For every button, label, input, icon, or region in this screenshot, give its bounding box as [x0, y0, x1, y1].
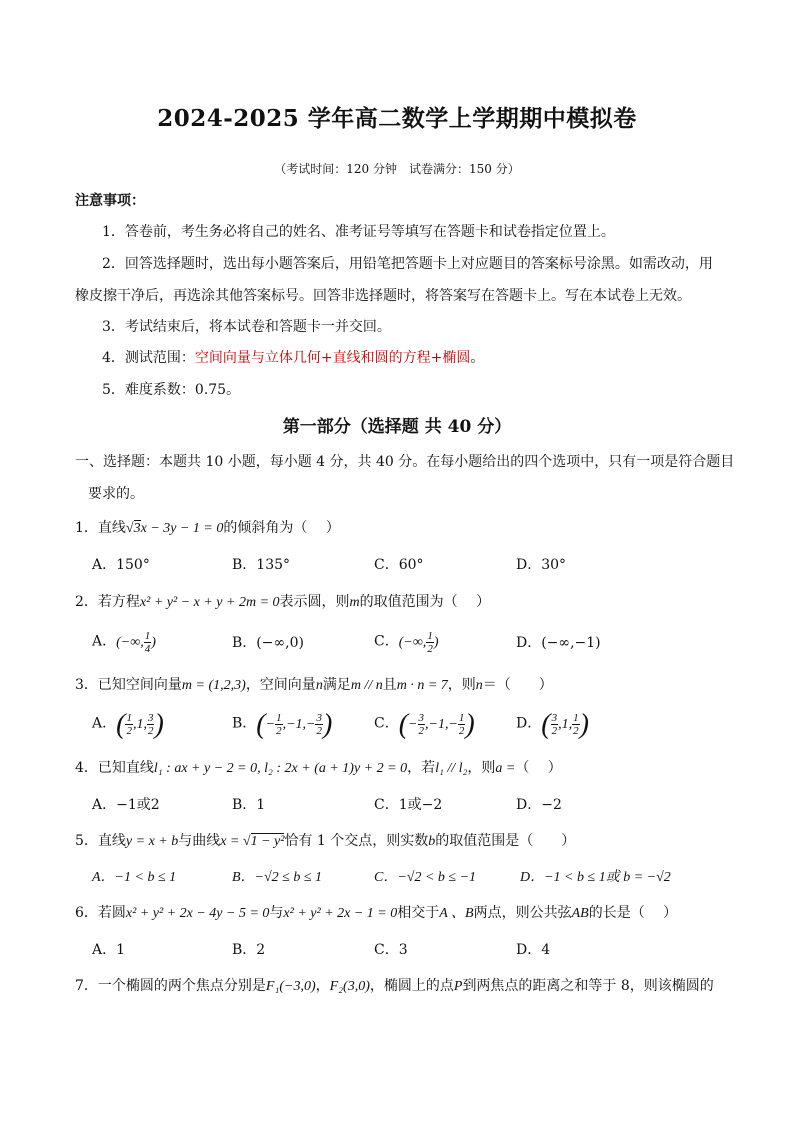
q6-points: A 、B: [439, 906, 474, 921]
scope-suffix: 。: [470, 350, 485, 366]
q4-mid: ，若: [407, 760, 436, 776]
q5-line: y = x + b: [125, 834, 179, 849]
q2-equation: x² + y² − x + y + 2m = 0: [139, 595, 280, 610]
q4-parallel: l₁ // l₂: [435, 761, 468, 776]
q2-suffix2: 的取值范围为（ ）: [359, 594, 491, 610]
q2-option-b: B．(−∞,0): [232, 635, 304, 651]
q3-option-b-value: (− $\frac{1}{2}$ ,−1,− $\frac{3}{2}$ ): [256, 708, 333, 740]
q3-option-d: [516, 708, 589, 740]
question-5: [75, 831, 575, 852]
q5-curve-root: √1 − y²: [239, 834, 285, 849]
q3-text5: ，则: [447, 677, 476, 693]
q2-option-c-label: C．: [374, 633, 399, 650]
q1-option-a: A．150°: [92, 557, 150, 573]
notice-item-2: 2．回答选择题时，选出每小题答案后，用铅笔把答题卡上对应题目的答案标号涂黑。如需改动，用: [102, 256, 713, 272]
q4-var: a =: [495, 761, 516, 776]
instructions-line-2: 要求的。: [88, 486, 144, 502]
q4-option-b: B．1: [232, 797, 266, 813]
q7-focus-2: F₂(3,0): [329, 979, 370, 994]
q7-suffix: ，椭圆上的点: [369, 978, 454, 994]
exam-subtitle: （考试时间：120 分钟 试卷满分：150 分）: [274, 162, 520, 176]
q5-option-a: A．−1 < b ≤ 1: [92, 870, 177, 885]
q1-option-c: C．60°: [374, 557, 424, 573]
q1-sqrt: √3: [125, 521, 141, 536]
section-title: 第一部分（选择题 共 40 分）: [282, 417, 512, 437]
q3-vector-n: n: [315, 678, 323, 693]
notice-item-2-cont: 橡皮擦干净后，再选涂其他答案标号。回答非选择题时，将答案写在答题卡上。写在本试卷上无效。: [75, 288, 691, 304]
q3-dot-product: m · n = 7: [396, 678, 448, 693]
question-1: [75, 518, 340, 539]
q2-var: m: [349, 595, 360, 610]
q1-option-d: D．30°: [516, 557, 567, 573]
q6-suffix: 相交于: [397, 905, 440, 921]
q5-option-d: D．−1 < b ≤ 1或 b = −√2: [520, 870, 671, 885]
q3-vector-n-2: n: [475, 678, 483, 693]
q5-option-c: C．−√2 < b ≤ −1: [374, 870, 477, 885]
q2-option-a: [92, 630, 156, 655]
q2-option-c-value: (−∞, $\frac{1}{2}$ ): [398, 630, 439, 655]
q6-option-d: D．4: [516, 942, 551, 958]
q3-option-a-label: A．: [92, 715, 117, 732]
q7-end: 到两焦点的距离之和等于 8，则该椭圆的: [462, 978, 714, 994]
q3-option-c-label: C．: [374, 715, 399, 732]
q3-option-d-value: ( $\frac{3}{2}$ ,1, $\frac{1}{2}$ ): [541, 708, 589, 740]
q7-prefix: 7．一个椭圆的两个焦点分别是: [75, 978, 266, 994]
q3-text3: 满足: [322, 677, 351, 693]
q3-option-d-label: D．: [516, 715, 542, 732]
q6-prefix: 6．若圆: [75, 905, 126, 921]
page-title: 2024-2025 学年高二数学上学期期中模拟卷: [157, 105, 637, 132]
q3-option-c: [374, 708, 475, 740]
q2-suffix: 表示圆，则: [279, 594, 350, 610]
question-6: [75, 903, 677, 924]
q1-suffix: 的倾斜角为（ ）: [223, 520, 340, 536]
q3-text6: ＝（ ）: [482, 677, 553, 693]
q1-equation: x − 3y − 1 = 0: [140, 521, 224, 536]
notice-item-1: 1．答卷前，考生务必将自己的姓名、准考证号等填写在答题卡和试卷指定位置上。: [102, 224, 615, 240]
q7-focus-1: F₁(−3,0): [265, 979, 316, 994]
q4-option-a: A．−1或2: [92, 797, 160, 813]
q6-option-b: B．2: [232, 942, 266, 958]
question-4: [75, 758, 562, 779]
q5-var: b: [428, 834, 436, 849]
q3-text4: 且: [382, 677, 397, 693]
q1-option-b: B．135°: [232, 557, 291, 573]
q5-mid: 与曲线: [178, 833, 221, 849]
q6-option-c: C．3: [374, 942, 408, 958]
question-2: [75, 592, 490, 613]
q5-option-b: B．−√2 ≤ b ≤ 1: [232, 870, 323, 885]
q3-option-b: [232, 708, 333, 740]
notice-item-3: 3．考试结束后，将本试卷和答题卡一并交回。: [102, 319, 391, 335]
q4-option-c: C．1或−2: [374, 797, 443, 813]
q2-option-a-value: (−∞, $\frac{1}{4}$ ): [116, 630, 156, 655]
notice-item-5: 5．难度系数：0.75。: [102, 382, 241, 398]
notice-heading: 注意事项：: [75, 193, 145, 209]
q6-option-a: A．1: [92, 942, 126, 958]
q4-lines: l₁ : ax + y − 2 = 0, l₂ : 2x + (a + 1)y + 2 = 0: [153, 761, 408, 776]
q2-option-a-label: A．: [92, 633, 117, 650]
q4-end: （ ）: [515, 760, 562, 776]
q3-text1: 3．已知空间向量: [75, 677, 182, 693]
q3-option-a-value: ( $\frac{1}{2}$ ,1, $\frac{3}{2}$ ): [116, 708, 164, 740]
q6-circle-2: x² + y² + 2x − 1 = 0: [283, 906, 398, 921]
question-3: [75, 675, 553, 696]
q6-suffix2: 两点，则公共弦: [473, 905, 572, 921]
q5-prefix: 5．直线: [75, 833, 126, 849]
q2-prefix: 2．若方程: [75, 594, 140, 610]
q2-option-c: [374, 630, 438, 655]
q6-end: 的长是（ ）: [588, 905, 678, 921]
q2-option-d: D．(−∞,−1): [516, 635, 601, 651]
q7-sep: ，: [315, 978, 330, 994]
question-7: [75, 976, 714, 997]
q3-vector-m: m = (1,2,3): [181, 678, 246, 693]
q3-parallel: m // n: [350, 678, 383, 693]
q4-prefix: 4．已知直线: [75, 760, 154, 776]
q4-option-d: D．−2: [516, 797, 562, 813]
q3-text2: ，空间向量: [245, 677, 316, 693]
q3-option-a: [92, 708, 164, 740]
q1-prefix: 1．直线: [75, 520, 126, 536]
q4-suffix: ，则: [467, 760, 496, 776]
q5-suffix: 恰有 1 个交点，则实数: [284, 833, 429, 849]
scope-text: 空间向量与立体几何+直线和圆的方程+椭圆: [194, 350, 471, 366]
notice-item-4: [102, 348, 484, 368]
q6-circle-1: x² + y² + 2x − 4y − 5 = 0: [125, 906, 270, 921]
q6-chord: AB: [571, 906, 589, 921]
q5-curve: x =: [220, 834, 240, 849]
q3-option-c-value: (− $\frac{3}{2}$ ,−1,− $\frac{1}{2}$ ): [398, 708, 475, 740]
scope-prefix: 4．测试范围：: [102, 350, 195, 366]
instructions-line-1: 一、选择题：本题共 10 小题，每小题 4 分，共 40 分。在每小题给出的四个选项中，只有一项是符合题目: [75, 454, 735, 470]
q3-option-b-label: B．: [232, 715, 257, 732]
q7-point: P: [453, 979, 463, 994]
q5-end: 的取值范围是（ ）: [435, 833, 576, 849]
q6-mid: 与: [269, 905, 284, 921]
